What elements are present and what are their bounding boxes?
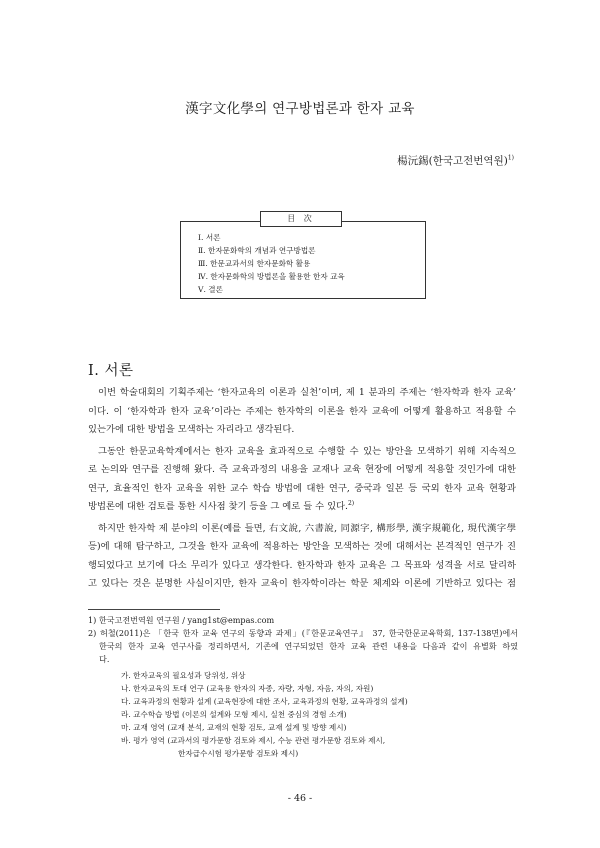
- text-line: 로 논의와 연구를 진행해 왔다. 즉 교육과정의 내용을 교재나 교육 현장에 어떻게 적용할 것인가에 대한: [88, 464, 516, 475]
- footnote-2-line: 다.: [99, 654, 110, 664]
- toc-item: Ⅰ. 서론: [198, 233, 221, 242]
- toc-item: Ⅱ. 한자문화학의 개념과 연구방법론: [198, 246, 316, 255]
- footnote-list-item: 가. 한자교육의 필요성과 당위성, 위상: [121, 671, 246, 680]
- footnote-2-line: 한국의 한자 교육 연구사를 정리하면서, 기존에 연구되었던 한자 교육 관련 내용을 다음과 같이 유별화 하였: [99, 641, 518, 651]
- text-line: 행되었다고 보기에 다소 무리가 있다고 생각한다. 한자학과 한자 교육은 그 목표와 성격을 서로 달리하: [88, 559, 516, 571]
- paragraph-1: [88, 384, 516, 440]
- footnote-1: 1) 한국고전번역원 연구원 / yang1st@empas.com: [88, 615, 275, 625]
- text-line: 하지만 한자학 제 분야의 이론(예를 들면, 右文說, 六書說, 同源字, 構形學, 漢字規範化, 現代漢字學: [98, 522, 516, 534]
- text-line: 이다. 이 ‘한자학과 한자 교육’이라는 주제는 한자학의 이론을 한자 교육에 어떻게 활용하고 적용할 수: [88, 405, 516, 417]
- footnote-divider: [88, 609, 220, 610]
- text-line: 있는가에 대한 방법을 모색하는 자리라고 생각된다.: [88, 424, 295, 435]
- footnotes: [88, 614, 518, 760]
- footnote-list-item: 라. 교수학습 방법 (이론의 설계와 모형 제시, 실천 중심의 경험 소개): [121, 710, 347, 719]
- toc-item: Ⅲ. 한문교과서의 한자문화학 활용: [198, 259, 311, 268]
- footnote-list-item: 바. 평가 영역 (교과서의 평가문항 검토와 제시, 수능 관련 평가문항 검토와 제시,: [121, 736, 386, 745]
- footnote-list-item: 마. 교재 영역 (교재 분석, 교재의 현황 검토, 교재 설계 및 방향 제시): [121, 723, 347, 732]
- text-line: 그동안 한문교육학계에서는 한자 교육을 효과적으로 수행할 수 있는 방안을 모색하기 위해 지속적으: [98, 445, 516, 457]
- text-line: 등)에 대해 탐구하고, 그것을 한자 교육에 적용하는 방안을 모색하는 것에 대해서는 본격적인 연구가 진: [88, 541, 516, 552]
- footnote-2-line: 2) 허철(2011)은 「한국 한자 교육 연구의 동향과 과제」(『한문교육연구』 37, 한국한문교육학회, 137-138면)에서: [88, 628, 518, 638]
- author-name: 楊沅錫(한국고전번역원): [397, 155, 508, 167]
- paragraph-3: [88, 520, 516, 594]
- text-line: [88, 498, 516, 517]
- section-heading: Ⅰ. 서론: [88, 363, 134, 379]
- footnote-list-item: 다. 교육과정의 현황과 설계 (교육현장에 대한 조사, 교육과정의 현황, 교육과정의 설계): [121, 697, 408, 706]
- paragraph-2: [88, 443, 516, 517]
- author-footnote-mark[interactable]: 1): [507, 154, 514, 162]
- footnote-list-item: 나. 한자교육의 토대 연구 (교육용 한자의 자종, 자량, 자형, 자음, 자의, 자원): [121, 684, 374, 693]
- footnote-2-list: [88, 669, 518, 760]
- paper-title: 漢字文化學의 연구방법론과 한자 교육: [185, 101, 415, 117]
- toc-list: [198, 231, 345, 296]
- text-line: 연구, 효율적인 한자 교육을 위한 교수 학습 방법에 대한 연구, 중국과 일본 등 국외 한자 교육 현황과: [88, 482, 516, 494]
- text-line: 이번 학술대회의 기획주제는 ‘한자교육의 이론과 실천’이며, 제 1 분과의 주제는 ‘한자학과 한자 교육’: [98, 387, 516, 398]
- toc-label: 目 次: [260, 211, 342, 227]
- author-line: [397, 153, 514, 168]
- text-line: 고 있다는 것은 분명한 사실이지만, 한자 교육이 한자학이라는 학문 체계와 이론에 기반하고 있다는 점: [88, 578, 516, 589]
- page-number: - 46 -: [287, 793, 313, 804]
- text-line-content: 방법론에 대한 검토를 통한 시사점 찾기 등을 그 예로 들 수 있다.: [88, 501, 348, 512]
- footnote-ref-2[interactable]: 2): [347, 499, 355, 507]
- toc-item: Ⅴ. 결론: [198, 285, 223, 294]
- footnote-list-item-continued: 한자급수시험 평가문항 검토와 제시): [178, 749, 299, 758]
- body-text: [88, 384, 516, 594]
- toc-item: Ⅳ. 한자문화학의 방법론을 활용한 한자 교육: [198, 272, 345, 281]
